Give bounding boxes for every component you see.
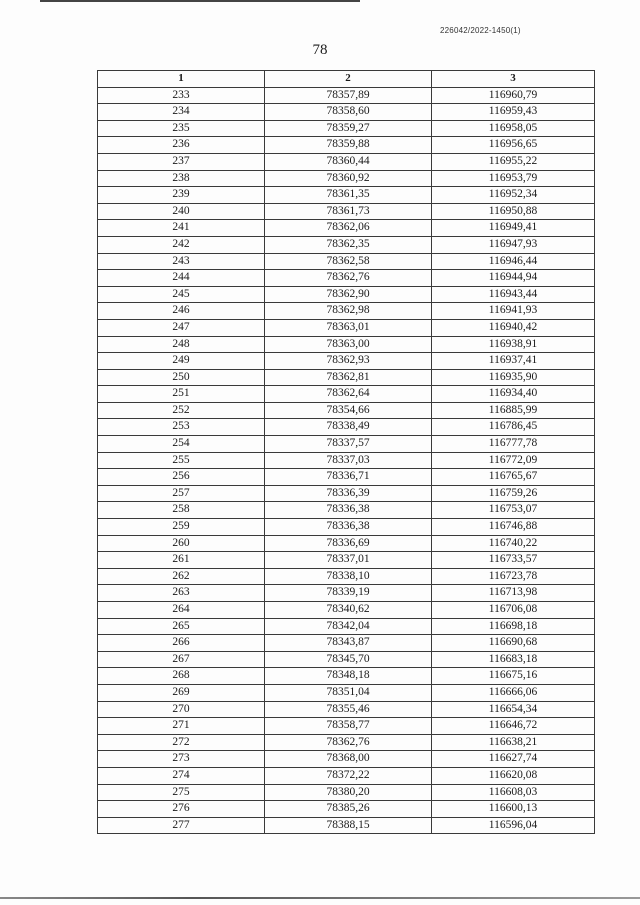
x-coordinate-cell: 78336,38 [265, 502, 432, 519]
x-coordinate-cell: 78362,81 [265, 369, 432, 386]
x-coordinate-cell: 78337,57 [265, 436, 432, 453]
y-coordinate-cell: 116885,99 [432, 402, 595, 419]
coordinates-table [97, 70, 595, 834]
table-row [98, 784, 595, 801]
point-number-cell: 236 [98, 137, 265, 154]
y-coordinate-cell: 116746,88 [432, 519, 595, 536]
table-row [98, 286, 595, 303]
point-number-cell: 244 [98, 270, 265, 287]
point-number-cell: 273 [98, 751, 265, 768]
y-coordinate-cell: 116654,34 [432, 701, 595, 718]
point-number-cell: 240 [98, 203, 265, 220]
table-row [98, 170, 595, 187]
point-number-cell: 255 [98, 452, 265, 469]
table-row [98, 419, 595, 436]
y-coordinate-cell: 116956,65 [432, 137, 595, 154]
y-coordinate-cell: 116733,57 [432, 552, 595, 569]
point-number-cell: 245 [98, 286, 265, 303]
x-coordinate-cell: 78355,46 [265, 701, 432, 718]
x-coordinate-cell: 78336,38 [265, 519, 432, 536]
point-number-cell: 253 [98, 419, 265, 436]
table-row [98, 120, 595, 137]
y-coordinate-cell: 116723,78 [432, 568, 595, 585]
y-coordinate-cell: 116620,08 [432, 767, 595, 784]
y-coordinate-cell: 116958,05 [432, 120, 595, 137]
x-coordinate-cell: 78363,01 [265, 319, 432, 336]
point-number-cell: 248 [98, 336, 265, 353]
y-coordinate-cell: 116638,21 [432, 734, 595, 751]
y-coordinate-cell: 116675,16 [432, 668, 595, 685]
y-coordinate-cell: 116947,93 [432, 236, 595, 253]
y-coordinate-cell: 116955,22 [432, 153, 595, 170]
table-row [98, 386, 595, 403]
point-number-cell: 251 [98, 386, 265, 403]
table-row [98, 535, 595, 552]
table-row [98, 236, 595, 253]
y-coordinate-cell: 116949,41 [432, 220, 595, 237]
point-number-cell: 257 [98, 485, 265, 502]
x-coordinate-cell: 78348,18 [265, 668, 432, 685]
table-row [98, 684, 595, 701]
point-number-cell: 276 [98, 801, 265, 818]
table-row [98, 137, 595, 154]
x-coordinate-cell: 78380,20 [265, 784, 432, 801]
table-row [98, 602, 595, 619]
table-row [98, 502, 595, 519]
table-row [98, 701, 595, 718]
point-number-cell: 250 [98, 369, 265, 386]
table-row [98, 618, 595, 635]
y-coordinate-cell: 116950,88 [432, 203, 595, 220]
point-number-cell: 234 [98, 104, 265, 121]
table-row [98, 87, 595, 104]
x-coordinate-cell: 78363,00 [265, 336, 432, 353]
y-coordinate-cell: 116938,91 [432, 336, 595, 353]
point-number-cell: 277 [98, 817, 265, 834]
y-coordinate-cell: 116706,08 [432, 602, 595, 619]
x-coordinate-cell: 78372,22 [265, 767, 432, 784]
x-coordinate-cell: 78361,73 [265, 203, 432, 220]
x-coordinate-cell: 78362,58 [265, 253, 432, 270]
x-coordinate-cell: 78357,89 [265, 87, 432, 104]
table-row [98, 369, 595, 386]
table-row [98, 452, 595, 469]
table-row [98, 303, 595, 320]
y-coordinate-cell: 116959,43 [432, 104, 595, 121]
table-row [98, 319, 595, 336]
document-id: 226042/2022-1450(1) [440, 26, 521, 35]
table-row [98, 635, 595, 652]
point-number-cell: 252 [98, 402, 265, 419]
x-coordinate-cell: 78362,06 [265, 220, 432, 237]
x-coordinate-cell: 78351,04 [265, 684, 432, 701]
table-row [98, 353, 595, 370]
x-coordinate-cell: 78360,44 [265, 153, 432, 170]
x-coordinate-cell: 78345,70 [265, 651, 432, 668]
table-row [98, 153, 595, 170]
column-header-1: 1 [98, 71, 265, 88]
point-number-cell: 235 [98, 120, 265, 137]
x-coordinate-cell: 78362,35 [265, 236, 432, 253]
bottom-scan-rule [0, 897, 640, 899]
y-coordinate-cell: 116772,09 [432, 452, 595, 469]
x-coordinate-cell: 78337,01 [265, 552, 432, 569]
x-coordinate-cell: 78362,76 [265, 734, 432, 751]
x-coordinate-cell: 78337,03 [265, 452, 432, 469]
y-coordinate-cell: 116608,03 [432, 784, 595, 801]
y-coordinate-cell: 116596,04 [432, 817, 595, 834]
table-row [98, 651, 595, 668]
point-number-cell: 254 [98, 436, 265, 453]
y-coordinate-cell: 116960,79 [432, 87, 595, 104]
point-number-cell: 275 [98, 784, 265, 801]
point-number-cell: 260 [98, 535, 265, 552]
x-coordinate-cell: 78362,76 [265, 270, 432, 287]
table-row [98, 436, 595, 453]
column-header-2: 2 [265, 71, 432, 88]
x-coordinate-cell: 78340,62 [265, 602, 432, 619]
table-row [98, 270, 595, 287]
point-number-cell: 265 [98, 618, 265, 635]
y-coordinate-cell: 116753,07 [432, 502, 595, 519]
table-row [98, 767, 595, 784]
x-coordinate-cell: 78336,71 [265, 469, 432, 486]
y-coordinate-cell: 116690,68 [432, 635, 595, 652]
y-coordinate-cell: 116666,06 [432, 684, 595, 701]
y-coordinate-cell: 116627,74 [432, 751, 595, 768]
table-header-row [98, 71, 595, 88]
x-coordinate-cell: 78362,64 [265, 386, 432, 403]
point-number-cell: 274 [98, 767, 265, 784]
point-number-cell: 261 [98, 552, 265, 569]
x-coordinate-cell: 78338,49 [265, 419, 432, 436]
point-number-cell: 270 [98, 701, 265, 718]
y-coordinate-cell: 116935,90 [432, 369, 595, 386]
table-row [98, 336, 595, 353]
point-number-cell: 271 [98, 718, 265, 735]
table-row [98, 668, 595, 685]
x-coordinate-cell: 78339,19 [265, 585, 432, 602]
x-coordinate-cell: 78361,35 [265, 187, 432, 204]
top-scan-rule [40, 0, 360, 2]
y-coordinate-cell: 116698,18 [432, 618, 595, 635]
y-coordinate-cell: 116944,94 [432, 270, 595, 287]
point-number-cell: 249 [98, 353, 265, 370]
table-row [98, 187, 595, 204]
table-row [98, 402, 595, 419]
y-coordinate-cell: 116940,42 [432, 319, 595, 336]
point-number-cell: 269 [98, 684, 265, 701]
x-coordinate-cell: 78388,15 [265, 817, 432, 834]
y-coordinate-cell: 116952,34 [432, 187, 595, 204]
table-row [98, 469, 595, 486]
page-number: 78 [312, 42, 328, 58]
x-coordinate-cell: 78360,92 [265, 170, 432, 187]
x-coordinate-cell: 78362,93 [265, 353, 432, 370]
x-coordinate-cell: 78336,69 [265, 535, 432, 552]
y-coordinate-cell: 116943,44 [432, 286, 595, 303]
point-number-cell: 258 [98, 502, 265, 519]
point-number-cell: 241 [98, 220, 265, 237]
x-coordinate-cell: 78362,90 [265, 286, 432, 303]
y-coordinate-cell: 116953,79 [432, 170, 595, 187]
y-coordinate-cell: 116765,67 [432, 469, 595, 486]
y-coordinate-cell: 116646,72 [432, 718, 595, 735]
y-coordinate-cell: 116786,45 [432, 419, 595, 436]
point-number-cell: 237 [98, 153, 265, 170]
point-number-cell: 238 [98, 170, 265, 187]
x-coordinate-cell: 78362,98 [265, 303, 432, 320]
y-coordinate-cell: 116740,22 [432, 535, 595, 552]
table-row [98, 585, 595, 602]
y-coordinate-cell: 116934,40 [432, 386, 595, 403]
x-coordinate-cell: 78354,66 [265, 402, 432, 419]
point-number-cell: 233 [98, 87, 265, 104]
table-row [98, 104, 595, 121]
table-row [98, 817, 595, 834]
table-row [98, 253, 595, 270]
table-row [98, 203, 595, 220]
table-row [98, 751, 595, 768]
x-coordinate-cell: 78385,26 [265, 801, 432, 818]
point-number-cell: 267 [98, 651, 265, 668]
y-coordinate-cell: 116759,26 [432, 485, 595, 502]
y-coordinate-cell: 116600,13 [432, 801, 595, 818]
point-number-cell: 259 [98, 519, 265, 536]
x-coordinate-cell: 78342,04 [265, 618, 432, 635]
point-number-cell: 264 [98, 602, 265, 619]
x-coordinate-cell: 78336,39 [265, 485, 432, 502]
x-coordinate-cell: 78359,27 [265, 120, 432, 137]
table-row [98, 718, 595, 735]
point-number-cell: 256 [98, 469, 265, 486]
x-coordinate-cell: 78358,77 [265, 718, 432, 735]
table-row [98, 734, 595, 751]
point-number-cell: 247 [98, 319, 265, 336]
x-coordinate-cell: 78338,10 [265, 568, 432, 585]
point-number-cell: 262 [98, 568, 265, 585]
x-coordinate-cell: 78343,87 [265, 635, 432, 652]
table-row [98, 220, 595, 237]
point-number-cell: 272 [98, 734, 265, 751]
table-row [98, 519, 595, 536]
point-number-cell: 263 [98, 585, 265, 602]
x-coordinate-cell: 78358,60 [265, 104, 432, 121]
y-coordinate-cell: 116946,44 [432, 253, 595, 270]
y-coordinate-cell: 116713,98 [432, 585, 595, 602]
column-header-3: 3 [432, 71, 595, 88]
table-row [98, 552, 595, 569]
table-row [98, 485, 595, 502]
x-coordinate-cell: 78368,00 [265, 751, 432, 768]
y-coordinate-cell: 116683,18 [432, 651, 595, 668]
point-number-cell: 239 [98, 187, 265, 204]
table-row [98, 801, 595, 818]
point-number-cell: 243 [98, 253, 265, 270]
point-number-cell: 246 [98, 303, 265, 320]
y-coordinate-cell: 116777,78 [432, 436, 595, 453]
point-number-cell: 268 [98, 668, 265, 685]
table-row [98, 568, 595, 585]
point-number-cell: 242 [98, 236, 265, 253]
point-number-cell: 266 [98, 635, 265, 652]
x-coordinate-cell: 78359,88 [265, 137, 432, 154]
y-coordinate-cell: 116937,41 [432, 353, 595, 370]
y-coordinate-cell: 116941,93 [432, 303, 595, 320]
